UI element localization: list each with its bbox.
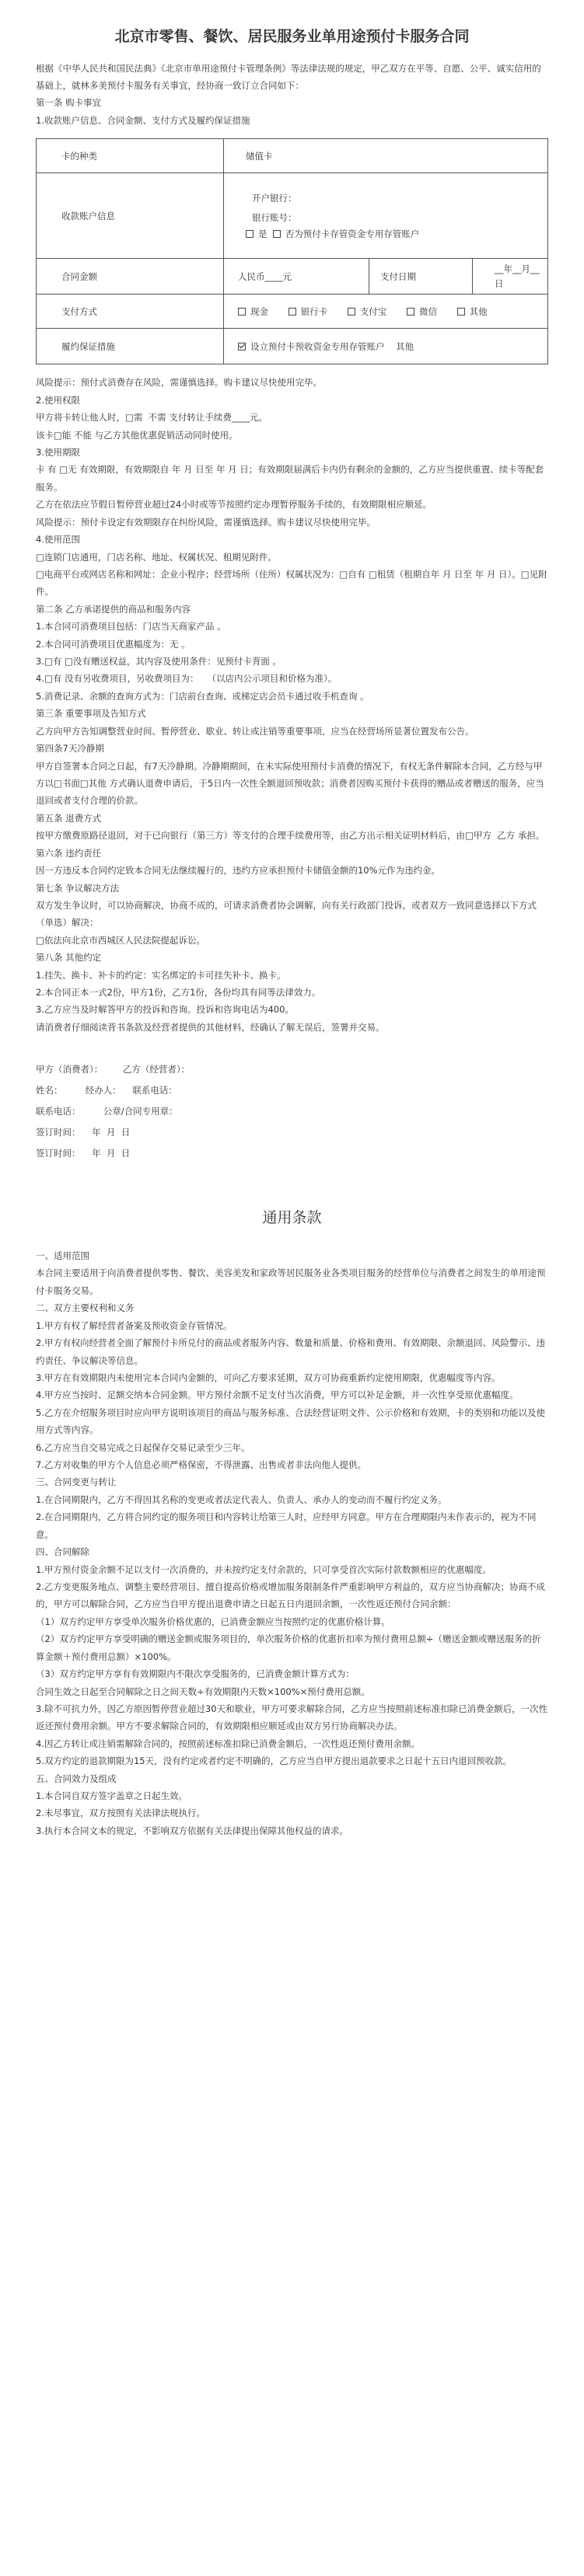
- signature-contacts: 联系电话： 公章/合同专用章：: [36, 1106, 178, 1117]
- contract-clause: 2.本合同正本一式2份，甲方1份，乙方1份，各份均具有同等法律效力。: [36, 987, 321, 999]
- payment-option-cash[interactable]: [238, 305, 268, 319]
- payment-option-alipay[interactable]: [348, 305, 387, 319]
- contract-clause: 1.挂失、换卡、补卡的约定：实名绑定的卡可挂失补卡、换卡。: [36, 969, 286, 981]
- general-clause: 三、合同变更与转让: [36, 1476, 117, 1488]
- escrow-yes-label: 是: [258, 228, 268, 240]
- guarantee-label: 履约保证措施: [37, 329, 224, 364]
- intro-paragraph: 根据《中华人民共和国民法典》《北京市单用途预付卡管理条例》等法律法规的规定，甲乙双方在平等、自愿、公平、诚实信用的基础上，就林多美预付卡服务有关事宜，经协商一致订立合同如下：: [36, 62, 541, 92]
- general-clause: （3）双方约定甲方享有有效期限内不限次享受服务的，已消费金额计算方式为：: [36, 1668, 355, 1680]
- payment-option-label: 微信: [418, 305, 437, 317]
- contract-clause: 乙方向甲方告知调整营业时间、暂停营业、歇业、转让或注销等重要事项，应当在经营场所显著位置发布公告。: [36, 725, 474, 737]
- guarantee-other: 其他: [396, 340, 414, 352]
- general-clause: 5.双方约定的退款期限为15天，没有约定或者约定不明确的，乙方应当自甲方提出退款要求之日起十五日内退回预收款。: [36, 1755, 512, 1767]
- general-clause: 1.甲方有权了解经营者备案及预收资金存管情况。: [36, 1319, 233, 1331]
- signature-date-a: 签订时间： 年 月 日: [36, 1127, 131, 1138]
- payment-option-bank-card[interactable]: [289, 305, 328, 319]
- account-label: 收款账户信息: [37, 173, 224, 259]
- general-clause: 4.甲方应当按时、足额交纳本合同金额。甲方预付余额不足支付当次消费，甲方可以补足金额，并一次性享受原优惠幅度。: [36, 1389, 519, 1401]
- amount-value: 人民币____元: [224, 259, 369, 295]
- contract-clause: □电商平台或网店名称和网址：企业小程序；经营场所（住所）权属状况为：□自有 □租赁（租期自年 月 日至 年 月 日）。□见附件。: [36, 568, 547, 598]
- contract-clause: 卡 有 □无 有效期限，有效期限自 年 月 日至 年 月 日；有效期限届满后卡内仍有剩余的金额的，乙方应当提供重置、续卡等配套服务。: [36, 464, 544, 493]
- checkbox-icon: [289, 308, 296, 315]
- contract-clause: 因一方违反本合同约定致本合同无法继续履行的，违约方应承担预付卡储值金额的10%元作为违约金。: [36, 865, 441, 877]
- general-clause: 1.在合同期限内，乙方不得因其名称的变更或者法定代表人、负责人、承办人的变动而不履行约定义务。: [36, 1494, 447, 1505]
- contract-body: [36, 374, 548, 1036]
- payment-option-label: 支付宝: [359, 305, 387, 317]
- general-clause: 合同生效之日起至合同解除之日之间天数÷有效期限内天数×100%×预付费用总额。: [36, 1685, 370, 1697]
- general-clause: 1.甲方预付资金余额不足以支付一次消费的，并未按约定支付余款的，只可享受首次实际付款数额相应的优惠幅度。: [36, 1563, 491, 1575]
- purchase-info-table: [36, 138, 548, 364]
- general-clause: 四、合同解除: [36, 1546, 89, 1558]
- card-type-value: 储值卡: [224, 139, 548, 173]
- general-clause: 5.乙方在介绍服务项目时应向甲方说明该项目的商品与服务标准、合法经营证明文件、公示价格和有效期，卡的类别和功能以及使用方式等内容。: [36, 1407, 545, 1436]
- bank-name-field: 开户银行：: [252, 192, 297, 204]
- general-clause: 2.未尽事宜，双方按照有关法律法规执行。: [36, 1807, 205, 1819]
- amount-row: [37, 259, 548, 295]
- contract-clause: 第四条7天冷静期: [36, 743, 104, 755]
- pay-date-value: __年__月__ 日: [473, 259, 548, 295]
- contract-title: 北京市零售、餐饮、居民服务业单用途预付卡服务合同: [114, 28, 470, 45]
- contract-clause: 2.使用权限: [36, 394, 80, 406]
- payment-option-wechat[interactable]: [407, 305, 437, 319]
- payment-options: [224, 295, 548, 329]
- article-1-title: 第一条 购卡事宜: [36, 97, 102, 109]
- contract-clause: 3.□有 □没有赠送权益，其内容及使用条件：见预付卡背面 。: [36, 656, 282, 668]
- contract-clause: 该卡□能 不能 与乙方其他优惠促销活动同时使用。: [36, 429, 238, 441]
- contract-clause: 2.本合同可消费项目优惠幅度为：无 。: [36, 638, 191, 650]
- contract-clause: 3.乙方应当及时解答甲方的投诉和咨询。投诉和咨询电话为400。: [36, 1004, 294, 1016]
- general-clause: 1.本合同自双方签字盖章之日起生效。: [36, 1790, 187, 1802]
- card-type-row: [37, 139, 548, 173]
- general-clause: 3.除不可抗力外，因乙方原因暂停营业超过30天和歇业，甲方可要求解除合同，乙方应当按照前述标准扣除已消费金额后，一次性返还预付费用余额。甲方不要求解除合同的，有效期限相应顺延或由双方另行协商解决办法。: [36, 1703, 548, 1732]
- contract-clause: 请消费者仔细阅读背书条款及经营者提供的其他材料，经确认了解无误后，签署并交易。: [36, 1021, 385, 1033]
- account-number-field: 银行账号：: [252, 211, 297, 223]
- pay-date-label: 支付日期: [369, 259, 473, 295]
- general-clause: 2.在合同期限内，乙方将合同约定的服务项目和内容转让给第三人时，应经甲方同意。甲方在合理期限内未作表示的，视为不同意。: [36, 1511, 537, 1540]
- escrow-no-checkbox[interactable]: [273, 230, 281, 238]
- contract-clause: □依法向北京市西城区人民法院提起诉讼。: [36, 934, 205, 946]
- payment-row: [37, 295, 548, 329]
- account-row: [37, 173, 548, 259]
- contract-clause: 第二条 乙方承诺提供的商品和服务内容: [36, 603, 191, 615]
- contract-clause: 第六条 违约责任: [36, 847, 102, 859]
- contract-clause: 风险提示：预付式消费存在风险，需谨慎选择。购卡建议尽快使用完毕。: [36, 377, 322, 389]
- contract-clause: 3.使用期限: [36, 446, 80, 458]
- general-clause: 3.甲方在有效期限内未使用完本合同内金额的，可向乙方要求延期，双方可协商重新约定使用期限，优惠幅度等内容。: [36, 1372, 501, 1383]
- payment-option-label: 银行卡: [300, 305, 328, 317]
- general-clause: 6.乙方应当自交易完成之日起保存交易记录至少三年。: [36, 1441, 250, 1453]
- payment-option-label: 其他: [469, 305, 488, 317]
- payment-option-other[interactable]: [457, 305, 488, 319]
- guarantee-checkbox-checked[interactable]: [238, 343, 246, 350]
- general-clause: 五、合同效力及组成: [36, 1773, 117, 1784]
- general-clause: 二、双方主要权利和义务: [36, 1302, 135, 1314]
- article-1-subtitle: 1.收款账户信息、合同金额、支付方式及履约保证措施: [36, 114, 250, 126]
- checkbox-icon: [407, 308, 414, 315]
- contract-clause: 风险提示：预付卡设定有效期限存在纠纷风险，需谨慎选择。购卡建议尽快使用完毕。: [36, 516, 376, 528]
- general-clause: 2.甲方有权向经营者全面了解预付卡所兑付的商品或者服务内容、数量和质量、价格和费用、有效期限、余额退回、风险警示、违约责任、争议解决等信息。: [36, 1337, 545, 1366]
- guarantee-value: 设立预付卡预收资金专用存管账户: [250, 340, 385, 352]
- amount-label: 合同金额: [37, 259, 224, 295]
- signature-block: [36, 1059, 548, 1164]
- contract-clause: □连锁门店通用，门店名称、地址、权属状况、租期见附件。: [36, 551, 277, 563]
- contract-clause: 5.消费记录、余额的查询方式为：门店前台查询、或梯定店会员卡通过收手机查询 。: [36, 690, 369, 702]
- general-clause: 一、适用范围: [36, 1250, 89, 1261]
- general-clause: （1）双方约定甲方享受单次服务价格优惠的，已消费金额应当按照约定的优惠价格计算。: [36, 1616, 390, 1627]
- general-clause: 7.乙方对收集的甲方个人信息必须严格保密，不得泄露、出售或者非法向他人提供。: [36, 1459, 366, 1471]
- signature-date-b: 签订时间： 年 月 日: [36, 1148, 131, 1159]
- contract-clause: 第三条 重要事项及告知方式: [36, 708, 146, 720]
- contract-clause: 第八条 其他约定: [36, 952, 102, 964]
- escrow-yes-checkbox[interactable]: [246, 230, 254, 238]
- general-clause: 2.乙方变更服务地点、调整主要经营项目、擅自提高价格或增加服务限制条件严重影响甲方利益的，双方应当协商解决；协商不成的，甲方可以解除合同，乙方应当自甲方提出退费申请之日起五日内退回余额，一次性返还预付合同余额：: [36, 1581, 545, 1610]
- contract-clause: 甲方将卡转让他人时，□需 不需 支付转让手续费____元。: [36, 412, 268, 424]
- general-clause: 4.因乙方转让或注销需解除合同的，按照前述标准扣除已消费金额后，一次性返还预付费用余额。: [36, 1738, 420, 1749]
- checkbox-icon: [238, 308, 246, 315]
- contract-clause: 4.使用范围: [36, 534, 80, 546]
- general-clause: 本合同主要适用于向消费者提供零售、餐饮、美容美发和家政等居民服务业各类项目服务的经营单位与消费者之间发生的单用途预付卡服务交易。: [36, 1267, 546, 1296]
- contract-clause: 第七条 争议解决方法: [36, 882, 120, 894]
- escrow-no-label: 否为预付卡存管资金专用存管账户: [285, 228, 420, 240]
- payment-option-label: 现金: [250, 305, 268, 317]
- checkbox-icon: [457, 308, 465, 315]
- guarantee-row: [37, 329, 548, 364]
- general-terms: [36, 1247, 548, 1839]
- checkbox-icon: [348, 308, 355, 315]
- contract-clause: 乙方在依法应节假日暂停营业超过24小时或等节按照约定办理暂停服务手续的，有效期限相应顺延。: [36, 499, 432, 511]
- payment-label: 支付方式: [37, 295, 224, 329]
- card-type-label: 卡的种类: [37, 139, 224, 173]
- signature-names: 姓名： 经办人： 联系电话：: [36, 1085, 177, 1096]
- contract-clause: 4.□有 没有另收费项目，另收费项目为： （以店内公示项目和价格为准）。: [36, 673, 337, 685]
- general-terms-title: 通用条款: [262, 1209, 322, 1227]
- contract-clause: 第五条 退费方式: [36, 812, 102, 824]
- contract-clause: 1.本合同可消费项目包括：门店当天商家产品 。: [36, 621, 226, 633]
- contract-clause: 甲方自签署本合同之日起，有7天冷静期。冷静期期间，在未实际使用预付卡消费的情况下，有权无条件解除本合同，乙方经与甲方以□书面□其他 方式确认退费申请后，于5日内一次性全额退回预收款；消费者因购买预付卡获得的赠品或者赠送的服务，应当退回或者支付合理的价款。: [36, 760, 544, 807]
- contract-clause: 按甲方缴费原路径退回，对于已向银行（第三方）等支付的合理手续费用等，由乙方出示相关证明材料后，由□甲方 乙方 承担。: [36, 830, 545, 842]
- escrow-options: [246, 225, 541, 244]
- signature-parties: 甲方（消费者）： 乙方（经营者）：: [36, 1064, 191, 1075]
- general-clause: 3.执行本合同文本的规定，不影响双方依据有关法律提出保障其他权益的请求。: [36, 1825, 348, 1836]
- contract-clause: 双方发生争议时，可以协商解决，协商不成的，可请求消费者协会调解，向有关行政部门投诉，或者双方一致同意选择以下方式（单选）解决：: [36, 899, 537, 929]
- general-clause: （2）双方约定甲方享受明确的赠送金额或服务项目的，单次服务价格的优惠折扣率为预付费用总额÷（赠送金额或赠送服务的折算金额＋预付费用总额）×100%。: [36, 1633, 541, 1662]
